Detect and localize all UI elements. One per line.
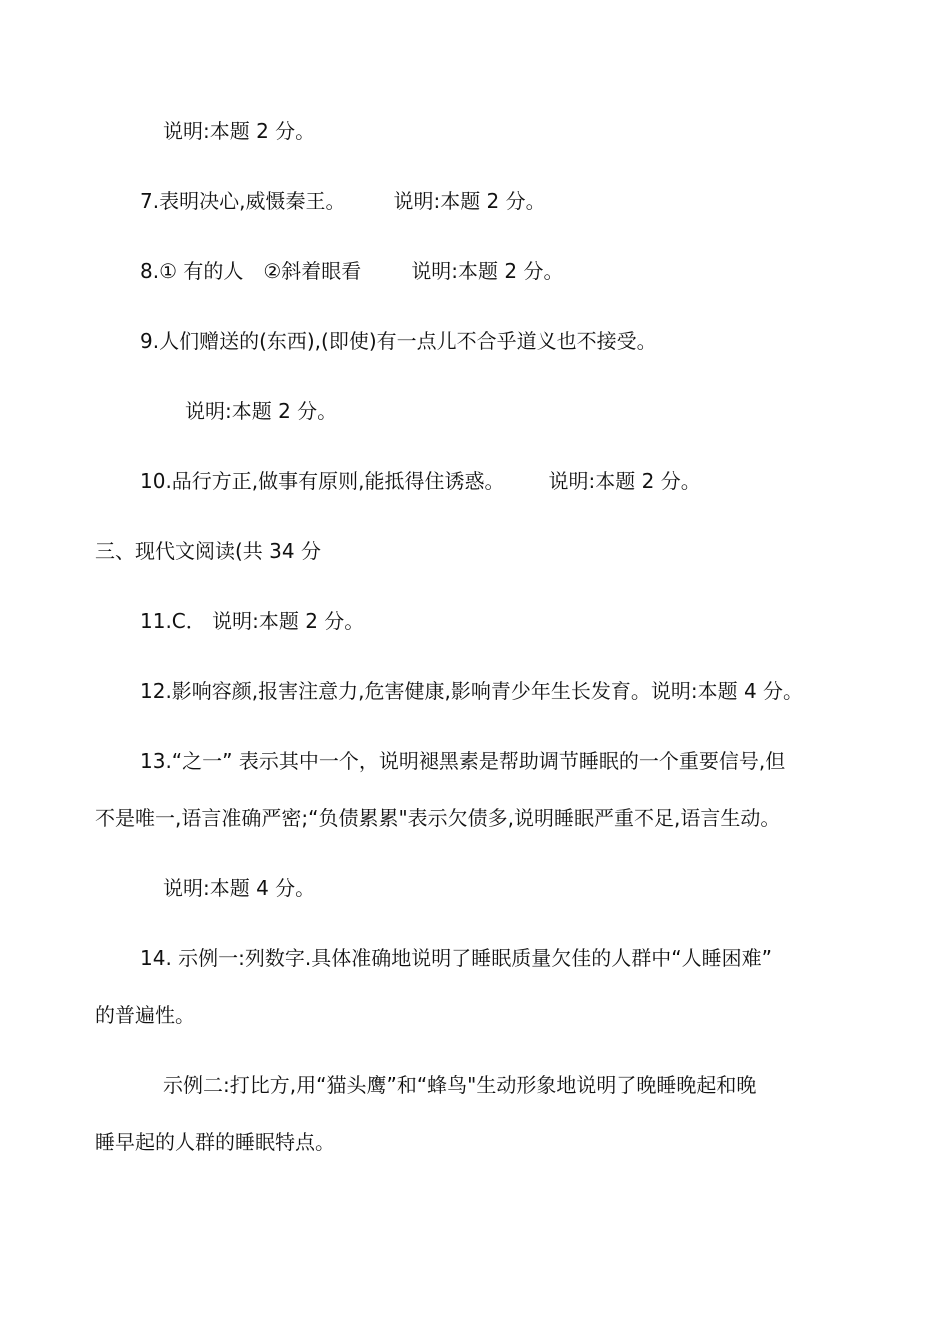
- note-text: 说明:本题 2 分。: [163, 119, 316, 143]
- example-2-text-2: 睡早起的人群的睡眠特点。: [95, 1130, 335, 1154]
- answer-9-note-line: [185, 397, 337, 425]
- answer-10-line: [140, 467, 701, 495]
- answer-13-line-2: [95, 804, 780, 832]
- answer-14-text-2: 的普遍性。: [95, 1003, 195, 1027]
- answer-9-note: 说明:本题 2 分。: [185, 399, 338, 423]
- answer-11-line: [140, 607, 364, 635]
- answer-12-text: 12.影响容颜,报害注意力,危害健康,影响青少年生长发育。说明:本题 4 分。: [140, 679, 804, 703]
- answer-14-text-1: 14. 示例一:列数字.具体准确地说明了睡眠质量欠佳的人群中“人睡困难”: [140, 946, 772, 970]
- answer-12-line: [140, 677, 803, 705]
- answer-9-line: [140, 327, 657, 355]
- answer-13-note-line: [163, 874, 315, 902]
- answer-14-line-1: [140, 944, 772, 972]
- answer-9-text: 9.人们赠送的(东西),(即使)有一点儿不合乎道义也不接受。: [140, 329, 657, 353]
- answer-8-part-2: ②斜着眼看: [263, 259, 362, 283]
- answer-10-note: 说明:本题 2 分。: [548, 469, 701, 493]
- answer-7-text: 7.表明决心,威慑秦王。: [140, 189, 346, 213]
- answer-11-text: 11.C． 说明:本题 2 分。: [140, 609, 365, 633]
- answer-13-line-1: [140, 747, 785, 775]
- example-2-line-2: [95, 1128, 335, 1156]
- answer-10-text: 10.品行方正,做事有原则,能抵得住诱惑。: [140, 469, 505, 493]
- example-2-text-1: 示例二:打比方,用“猫头鹰”和“蜂鸟"生动形象地说明了晚睡晚起和晚: [163, 1073, 757, 1097]
- answer-8-note: 说明:本题 2 分。: [411, 259, 564, 283]
- answer-8-line: [140, 257, 564, 285]
- answer-7-line: [140, 187, 546, 215]
- section-heading-text: 三、现代文阅读(共 34 分: [95, 539, 321, 563]
- section-heading: [95, 537, 321, 565]
- answer-7-note: 说明:本题 2 分。: [393, 189, 546, 213]
- answer-8-part-1: 8.① 有的人: [140, 259, 244, 283]
- answer-13-note: 说明:本题 4 分。: [163, 876, 316, 900]
- answer-note-line-1: [163, 117, 315, 145]
- example-2-line-1: [163, 1071, 756, 1099]
- answer-13-text-1: 13.“之一” 表示其中一个，说明褪黑素是帮助调节睡眠的一个重要信号,但: [140, 749, 786, 773]
- answer-13-text-2: 不是唯一,语言准确严密;“负债累累"表示欠债多,说明睡眠严重不足,语言生动。: [95, 806, 781, 830]
- answer-14-line-2: [95, 1001, 195, 1029]
